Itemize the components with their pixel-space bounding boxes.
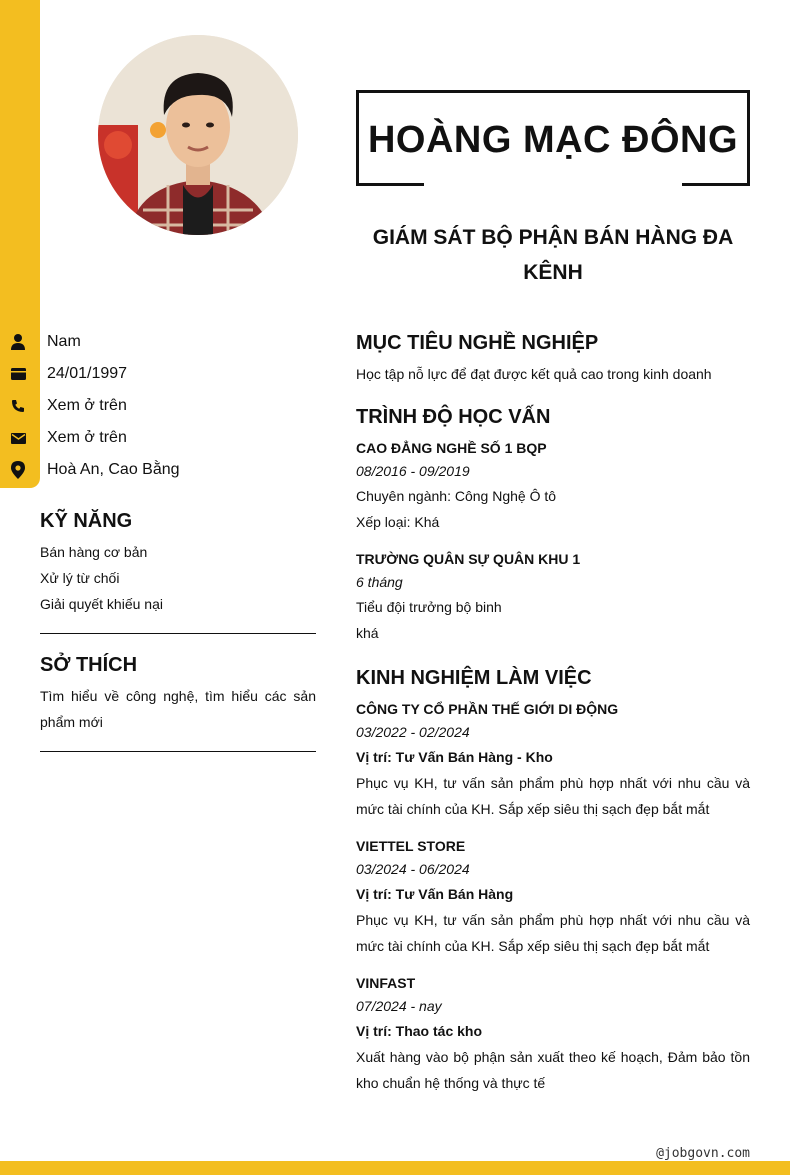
location-icon	[0, 461, 36, 479]
person-icon	[0, 334, 36, 350]
education-detail: Tiểu đội trưởng bộ binh	[356, 599, 502, 615]
education-item	[356, 437, 750, 535]
experience-section	[356, 664, 750, 1096]
watermark: @jobgovn.com	[656, 1146, 750, 1161]
education-detail: Xếp loại: Khá	[356, 514, 440, 530]
skill-item: Giải quyết khiếu nại	[40, 596, 163, 612]
education-date: 08/2016 - 09/2019	[356, 463, 470, 479]
full-name: HOÀNG MẠC ĐÔNG	[367, 119, 739, 161]
footer-accent-band	[0, 1161, 790, 1175]
avatar	[98, 35, 298, 235]
hobbies-title: SỞ THÍCH	[40, 654, 138, 676]
experience-item	[356, 698, 750, 822]
gender-value: Nam	[47, 333, 81, 350]
experience-description: Phục vụ KH, tư vấn sản phẩm phù hợp nhất với nhu cầu và mức tài chính của KH. Sắp xếp siêu thị sạch đẹp bắt mắt	[356, 775, 750, 817]
education-school: TRƯỜNG QUÂN SỰ QUÂN KHU 1	[356, 551, 581, 567]
calendar-icon	[0, 368, 36, 380]
experience-role: Vị trí: Tư Vấn Bán Hàng - Kho	[356, 749, 553, 765]
experience-item	[356, 835, 750, 959]
education-section	[356, 403, 750, 646]
contact-item-address	[0, 454, 320, 486]
experience-date: 03/2024 - 06/2024	[356, 861, 470, 877]
experience-role: Vị trí: Tư Vấn Bán Hàng	[356, 886, 514, 902]
email-value: Xem ở trên	[47, 429, 127, 446]
skill-item: Bán hàng cơ bản	[40, 544, 148, 560]
experience-company: VINFAST	[356, 975, 416, 991]
skills-divider	[40, 633, 316, 634]
experience-description: Phục vụ KH, tư vấn sản phẩm phù hợp nhất với nhu cầu và mức tài chính của KH. Sắp xếp siêu thị sạch đẹp bắt mắt	[356, 912, 750, 954]
objective-text: Học tập nỗ lực để đạt được kết quả cao trong kinh doanh	[356, 366, 712, 382]
skill-item: Xử lý từ chối	[40, 570, 120, 586]
contact-item-email	[0, 422, 320, 454]
experience-date: 07/2024 - nay	[356, 998, 442, 1014]
job-title: GIÁM SÁT BỘ PHẬN BÁN HÀNG ĐA KÊNH	[372, 226, 734, 284]
skills-title: KỸ NĂNG	[40, 510, 133, 532]
education-date: 6 tháng	[356, 574, 403, 590]
contact-item-gender	[0, 326, 320, 358]
experience-role: Vị trí: Thao tác kho	[356, 1023, 483, 1039]
contact-item-birthday	[0, 358, 320, 390]
education-title: TRÌNH ĐỘ HỌC VẤN	[356, 406, 551, 428]
avatar-photo	[98, 35, 298, 235]
experience-company: CÔNG TY CỔ PHẦN THẾ GIỚI DI ĐỘNG	[356, 701, 619, 717]
experience-date: 03/2022 - 02/2024	[356, 724, 470, 740]
objective-title: MỤC TIÊU NGHỀ NGHIỆP	[356, 332, 599, 354]
education-detail: khá	[356, 625, 379, 641]
experience-item	[356, 972, 750, 1096]
birthday-value: 24/01/1997	[47, 365, 128, 382]
objective-section	[356, 329, 750, 387]
hobbies-text: Tìm hiểu về công nghệ, tìm hiểu các sản phẩm mới	[40, 688, 316, 730]
contact-list	[0, 326, 320, 486]
hobbies-section	[40, 651, 316, 735]
skills-section	[40, 507, 316, 617]
education-school: CAO ĐẲNG NGHỀ SỐ 1 BQP	[356, 440, 547, 456]
phone-value: Xem ở trên	[47, 397, 127, 414]
contact-item-phone	[0, 390, 320, 422]
address-value: Hoà An, Cao Bằng	[47, 461, 180, 478]
phone-icon	[0, 399, 36, 413]
education-item	[356, 548, 750, 646]
experience-description: Xuất hàng vào bộ phận sản xuất theo kế hoạch, Đảm bảo tồn kho chuẩn hệ thống và thực tế	[356, 1049, 750, 1091]
education-detail: Chuyên ngành: Công Nghệ Ô tô	[356, 488, 557, 504]
experience-company: VIETTEL STORE	[356, 838, 466, 854]
mail-icon	[0, 433, 36, 444]
experience-title: KINH NGHIỆM LÀM VIỆC	[356, 667, 592, 689]
hobbies-divider	[40, 751, 316, 752]
